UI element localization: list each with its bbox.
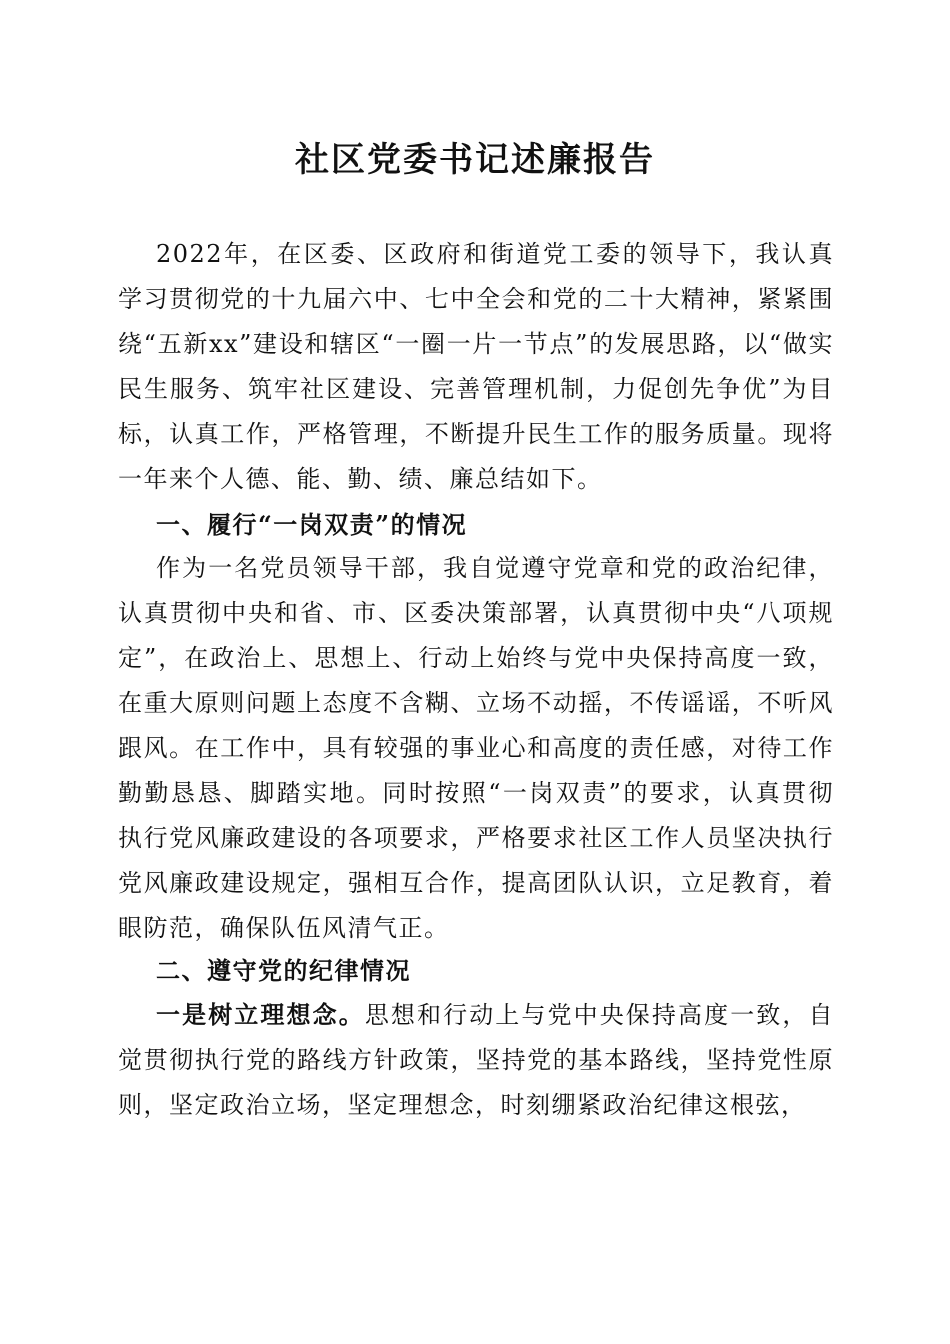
document-title: 社区党委书记述廉报告 — [295, 140, 655, 180]
section-2-paragraph — [118, 992, 834, 1128]
section-1-paragraph: 作为一名党员领导干部，我自觉遵守党章和党的政治纪律，认真贯彻中央和省、市、区委决策部署，认真贯彻中央“八项规定”，在政治上、思想上、行动上始终与党中央保持高度一致，在重大原则问题上态度不含糊、立场不动摇，不传谣谣，不听风跟风。在工作中，具有较强的事业心和高度的责任感，对待工作勤勤恳恳、脚踏实地。同时按照“一岗双责”的要求，认真贯彻执行党风廉政建设的各项要求，严格要求社区工作人员坚决执行党风廉政建设规定，强相互合作，提高团队认识，立足教育，着眼防范，确保队伍风清气正。 — [118, 554, 834, 942]
section-1-heading: 一、履行“一岗双责”的情况 — [156, 510, 468, 539]
section-2-body: 思想和行动上与党中央保持高度一致，自觉贯彻执行党的路线方针政策，坚持党的基本路线，坚持党性原则，坚定政治立场，坚定理想念，时刻绷紧政治纪律这根弦， — [118, 1001, 835, 1119]
section-2-heading: 二、遵守党的纪律情况 — [156, 956, 411, 985]
intro-paragraph: 2022年，在区委、区政府和街道党工委的领导下，我认真学习贯彻党的十九届六中、七中全会和党的二十大精神，紧紧围绕“五新xx”建设和辖区“一圈一片一节点”的发展思路，以“做实民生服务、筑牢社区建设、完善管理机制，力促创先争优”为目标，认真工作，严格管理，不断提升民生工作的服务质量。现将一年来个人德、能、勤、绩、廉总结如下。 — [118, 240, 834, 493]
section-2-lead: 一是树立理想念。 — [156, 1000, 365, 1029]
